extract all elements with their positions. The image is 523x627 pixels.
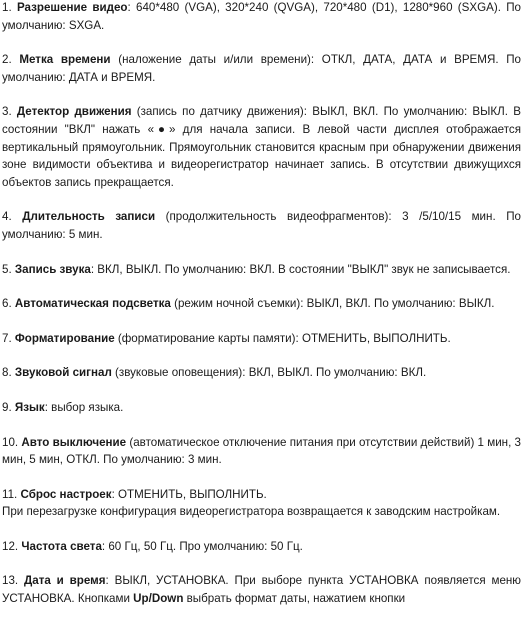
- setting-item-record-duration: [2, 208, 521, 243]
- item-title: Частота света: [21, 539, 102, 553]
- item-title: Запись звука: [14, 262, 91, 276]
- item-title: Звуковой сигнал: [14, 366, 112, 380]
- item-number: 13.: [2, 574, 19, 588]
- item-bold-keys: Up/Down: [133, 592, 184, 606]
- item-text: : ОТМЕНИТЬ, ВЫПОЛНИТЬ.: [111, 487, 267, 501]
- item-number: 4.: [2, 210, 12, 224]
- item-number: 6.: [2, 297, 12, 311]
- item-text: (автоматическое отключение питания при отсутствии действий) 1 мин, 3 мин, 5 мин, ОТКЛ. По умолчанию: 3 мин.: [2, 435, 521, 467]
- item-text: (продолжительность видеофрагментов): 3 /5/10/15 мин. По умолчанию: 5 мин.: [2, 210, 521, 241]
- setting-item-date-time: [2, 572, 521, 607]
- item-text: (запись по датчику движения): ВЫКЛ, ВКЛ. По умолчанию: ВЫКЛ. В состоянии "ВКЛ" нажать «●» для начала записи. В левой части дисплея отображается вертикальный прямоугольник. Прямоугольник становится красным при обнаружении движения зоне видимости объектива и видеорегистратор начинает запись. В отсутствии движущихся объектов запись прекращается.: [2, 105, 521, 189]
- item-text: : ВКЛ, ВЫКЛ. По умолчанию: ВКЛ. В состоянии "ВЫКЛ" звук не записывается.: [90, 262, 511, 276]
- item-text: (наложение даты и/или времени): ОТКЛ, ДАТА, ДАТА и ВРЕМЯ. По умолчанию: ДАТА и ВРЕМЯ.: [2, 53, 521, 84]
- item-text: : ВЫКЛ, УСТАНОВКА. При выборе пункта УСТАНОВКА появляется меню УСТАНОВКА. Кнопками: [2, 574, 521, 606]
- item-number: 3.: [2, 105, 12, 119]
- setting-item-motion-detector: [2, 103, 521, 191]
- item-text: (звуковые оповещения): ВКЛ, ВЫКЛ. По умолчанию: ВКЛ.: [111, 366, 427, 380]
- item-text: (режим ночной съемки): ВЫКЛ, ВКЛ. По умолчанию: ВЫКЛ.: [170, 297, 495, 311]
- item-text: : 640*480 (VGA), 320*240 (QVGA), 720*480 (D1), 1280*960 (SXGA). По умолчанию: SXGA.: [2, 1, 521, 32]
- item-number: 11.: [2, 487, 18, 501]
- item-title: Длительность записи: [22, 210, 156, 224]
- setting-item-formatting: [2, 330, 521, 348]
- setting-item-auto-backlight: [2, 295, 521, 313]
- item-text: : 60 Гц, 50 Гц. Про умолчанию: 50 Гц.: [101, 539, 303, 553]
- item-text: : выбор языка.: [44, 400, 124, 414]
- item-title: Авто выключение: [21, 435, 127, 449]
- item-number: 8.: [2, 366, 12, 380]
- item-number: 9.: [2, 400, 12, 414]
- item-text: (форматирование карты памяти): ОТМЕНИТЬ, ВЫПОЛНИТЬ.: [114, 331, 451, 345]
- item-number: 7.: [2, 331, 12, 345]
- item-title: Разрешение видео: [16, 1, 128, 14]
- setting-item-language: [2, 399, 521, 417]
- item-number: 10.: [2, 435, 19, 449]
- item-number: 1.: [2, 1, 12, 14]
- item-title: Метка времени: [19, 53, 111, 67]
- setting-item-audio-recording: [2, 261, 521, 279]
- item-title: Форматирование: [14, 331, 115, 345]
- item-title: Дата и время: [23, 574, 106, 588]
- item-number: 12.: [2, 539, 19, 553]
- setting-item-light-frequency: [2, 538, 521, 556]
- item-number: 2.: [2, 53, 12, 67]
- item-title: Детектор движения: [16, 105, 132, 119]
- setting-item-timestamp: [2, 51, 521, 86]
- item-title: Сброс настроек: [20, 487, 112, 501]
- setting-item-auto-power-off: [2, 434, 521, 469]
- item-text-continued: выбрать формат даты, нажатием кнопки: [183, 592, 406, 606]
- item-title: Автоматическая подсветка: [14, 297, 171, 311]
- item-title: Язык: [14, 400, 45, 414]
- settings-document: [2, 0, 521, 608]
- setting-item-video-resolution: [2, 0, 521, 34]
- item-extra-text: При перезагрузке конфигурация видеорегистратора возвращается к заводским настройкам.: [2, 505, 501, 519]
- setting-item-reset-settings: [2, 486, 521, 521]
- item-number: 5.: [2, 262, 12, 276]
- setting-item-sound-signal: [2, 364, 521, 382]
